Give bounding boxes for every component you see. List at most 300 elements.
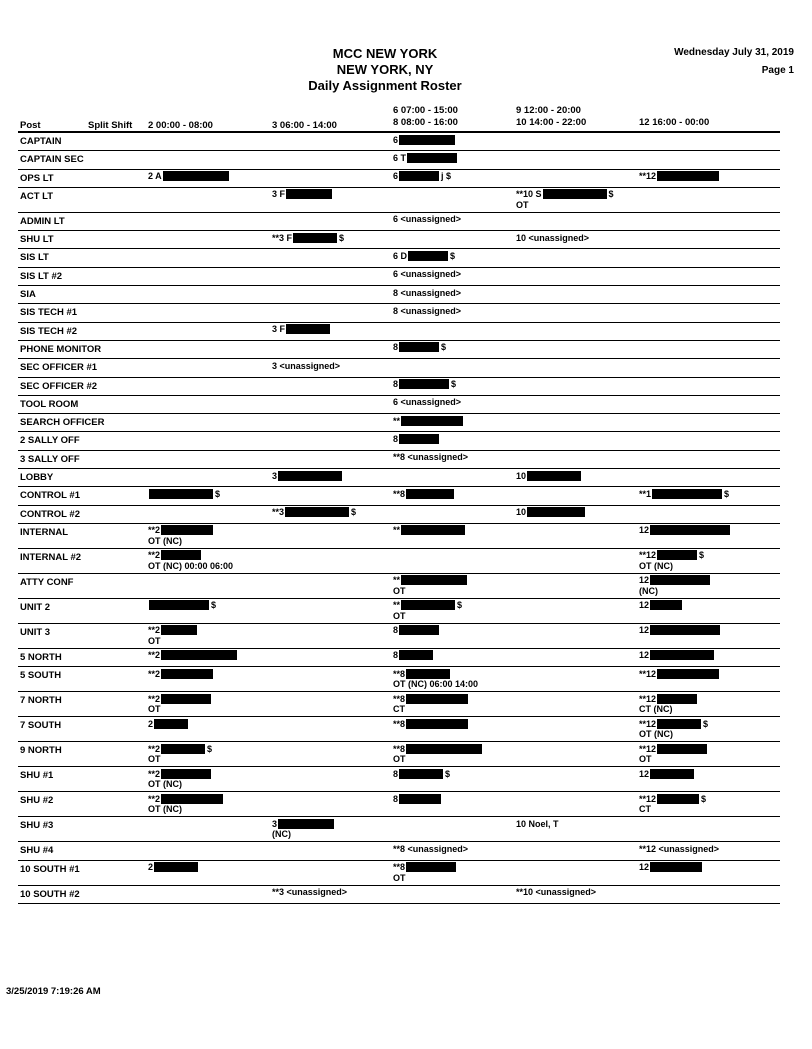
assignment-suffix: $ — [724, 488, 730, 499]
roster-row — [18, 506, 780, 524]
shift-assignment — [393, 415, 463, 426]
shift-assignment — [393, 452, 468, 463]
post-name: OPS LT — [20, 172, 54, 184]
assignment-suffix: $ — [445, 768, 451, 779]
assignment-note: OT (NC) — [639, 729, 673, 740]
shift-assignment — [393, 305, 461, 316]
post-name: SHU #3 — [20, 820, 54, 832]
assignment-suffix: j $ — [441, 171, 452, 182]
assignment-text: **12 — [639, 668, 657, 679]
assignment-text: **2 — [148, 625, 161, 636]
assignment-text: **2 — [148, 525, 161, 536]
redaction-bar — [154, 719, 188, 729]
roster-row — [18, 469, 780, 487]
post-name: SHU #1 — [20, 770, 54, 782]
post-name: 7 SOUTH — [20, 720, 62, 732]
redaction-bar — [408, 251, 448, 261]
assignment-text: 12 — [639, 625, 650, 636]
shift-assignment — [639, 650, 714, 661]
redaction-bar — [657, 669, 719, 679]
assignment-text: 8 — [393, 650, 399, 661]
assignment-suffix: $ — [699, 550, 705, 561]
shift-assignment — [393, 134, 455, 145]
assignment-text: 2 — [148, 862, 154, 873]
assignment-text: 10 — [516, 507, 527, 518]
redaction-bar — [399, 434, 439, 444]
roster-row — [18, 692, 780, 717]
shift-assignment — [393, 793, 441, 804]
assignment-text: 6 T — [393, 152, 407, 163]
roster-row — [18, 487, 780, 505]
redaction-bar — [401, 600, 455, 610]
shift-assignment — [148, 550, 233, 571]
assignment-text: 8 — [393, 379, 399, 390]
assignment-text: 12 — [639, 575, 650, 586]
assignment-note: OT — [393, 754, 406, 765]
assignment-suffix: $ — [451, 379, 457, 390]
post-name: ADMIN LT — [20, 215, 65, 227]
shift-assignment — [639, 793, 706, 814]
post-name: UNIT 3 — [20, 626, 51, 638]
print-timestamp: 3/25/2019 7:19:26 AM — [6, 986, 101, 997]
assignment-suffix: $ — [703, 718, 709, 729]
post-name: ACT LT — [20, 190, 54, 202]
assignment-text: 8 — [393, 342, 399, 353]
post-name: INTERNAL #2 — [20, 551, 82, 563]
redaction-bar — [401, 525, 465, 535]
assignment-text: 3 <unassigned> — [272, 360, 341, 371]
assignment-suffix: $ — [207, 743, 213, 754]
facility-name: MCC NEW YORK — [332, 46, 438, 61]
assignment-note: OT — [393, 585, 406, 596]
facility-city: NEW YORK, NY — [336, 62, 434, 77]
shift-assignment — [639, 693, 697, 714]
redaction-bar — [286, 324, 330, 334]
shift-assignment — [393, 743, 482, 764]
assignment-text: 8 — [393, 793, 399, 804]
shift-assignment — [393, 269, 461, 280]
roster-row — [18, 323, 780, 341]
assignment-suffix: $ — [450, 250, 456, 261]
redaction-bar — [543, 189, 607, 199]
shift-assignment — [639, 525, 730, 536]
redaction-bar — [650, 862, 702, 872]
shift-assignment — [639, 575, 710, 596]
roster-row — [18, 286, 780, 304]
assignment-text: **2 — [148, 793, 161, 804]
shift-assignment — [639, 768, 694, 779]
shift-assignment — [393, 650, 433, 661]
redaction-bar — [527, 507, 585, 517]
shift-assignment — [272, 470, 342, 481]
post-name: SEC OFFICER #1 — [20, 362, 98, 374]
report-header — [260, 46, 510, 94]
assignment-text: 12 — [639, 600, 650, 611]
roster-row — [18, 341, 780, 359]
redaction-bar — [163, 171, 229, 181]
assignment-text: 12 — [639, 768, 650, 779]
redaction-bar — [650, 625, 720, 635]
post-name: 9 NORTH — [20, 745, 62, 757]
assignment-suffix: $ — [215, 488, 221, 499]
assignment-text: **12 — [639, 743, 657, 754]
redaction-bar — [406, 719, 468, 729]
column-header-shift-9: 9 12:00 - 20:00 — [516, 105, 581, 116]
roster-row — [18, 524, 780, 549]
assignment-text: **12 — [639, 171, 657, 182]
assignment-text: **8 — [393, 693, 406, 704]
roster-row — [18, 792, 780, 817]
post-name: TOOL ROOM — [20, 398, 79, 410]
page-number: Page 1 — [761, 65, 794, 76]
column-header-shift-10: 10 14:00 - 22:00 — [516, 117, 587, 128]
assignment-text: **2 — [148, 550, 161, 561]
redaction-bar — [657, 171, 719, 181]
assignment-text: **2 — [148, 650, 161, 661]
redaction-bar — [401, 416, 463, 426]
post-name: SEARCH OFFICER — [20, 417, 105, 429]
assignment-note: CT (NC) — [639, 704, 673, 715]
shift-assignment — [393, 862, 456, 883]
shift-assignment — [639, 843, 719, 854]
redaction-bar — [154, 862, 198, 872]
roster-row — [18, 304, 780, 322]
assignment-text: **2 — [148, 668, 161, 679]
redaction-bar — [285, 507, 349, 517]
shift-assignment — [148, 625, 197, 646]
post-name: 5 NORTH — [20, 651, 62, 663]
assignment-suffix: $ — [701, 793, 707, 804]
column-header-shift-2: 2 00:00 - 08:00 — [148, 120, 213, 131]
shift-assignment — [148, 693, 211, 714]
redaction-bar — [149, 600, 209, 610]
post-name: UNIT 2 — [20, 601, 51, 613]
post-name: CONTROL #1 — [20, 490, 81, 502]
post-name: 10 SOUTH #2 — [20, 888, 80, 900]
shift-assignment — [148, 650, 237, 661]
shift-assignment — [516, 470, 581, 481]
roster-row — [18, 886, 780, 904]
shift-assignment — [639, 743, 707, 764]
assignment-suffix: $ — [351, 507, 357, 518]
shift-assignment — [639, 488, 729, 499]
assignment-text: **10 S — [516, 189, 542, 200]
shift-assignment — [148, 171, 229, 182]
redaction-bar — [399, 379, 449, 389]
assignment-text: **1 — [639, 488, 652, 499]
assignment-text: **8 <unassigned> — [393, 843, 469, 854]
roster-row — [18, 549, 780, 574]
assignment-text: 10 Noel, T — [516, 818, 559, 829]
redaction-bar — [149, 489, 213, 499]
assignment-text: ** — [393, 600, 401, 611]
shift-assignment — [272, 189, 332, 200]
assignment-note: (NC) — [639, 585, 658, 596]
assignment-text: 8 <unassigned> — [393, 305, 462, 316]
redaction-bar — [161, 769, 211, 779]
assignment-note: OT (NC) 06:00 14:00 — [393, 679, 479, 690]
redaction-bar — [278, 819, 334, 829]
redaction-bar — [399, 794, 441, 804]
roster-row — [18, 451, 780, 469]
assignment-text: 8 — [393, 768, 399, 779]
shift-assignment — [393, 250, 455, 261]
assignment-text: **12 — [639, 550, 657, 561]
shift-assignment — [393, 625, 439, 636]
roster-row — [18, 624, 780, 649]
assignment-text: **3 F — [272, 232, 293, 243]
assignment-text: 3 — [272, 470, 278, 481]
shift-assignment — [272, 324, 330, 335]
assignment-text: 3 F — [272, 189, 286, 200]
assignment-note: OT (NC) — [148, 535, 182, 546]
assignment-text: **8 — [393, 718, 406, 729]
shift-assignment — [148, 488, 220, 499]
assignment-text: 12 — [639, 650, 650, 661]
assignment-text: 3 F — [272, 324, 286, 335]
redaction-bar — [406, 489, 454, 499]
assignment-note: OT — [148, 754, 161, 765]
shift-assignment — [148, 600, 216, 611]
roster-row — [18, 414, 780, 432]
assignment-text: 6 — [393, 171, 399, 182]
shift-assignment — [393, 214, 461, 225]
assignment-suffix: $ — [441, 342, 447, 353]
roster-row — [18, 742, 780, 767]
roster-row — [18, 432, 780, 450]
roster-row — [18, 649, 780, 667]
assignment-suffix: $ — [457, 600, 463, 611]
column-header-post: Post — [20, 120, 41, 131]
redaction-bar — [161, 694, 211, 704]
roster-row — [18, 249, 780, 267]
shift-assignment — [639, 171, 719, 182]
redaction-bar — [399, 769, 443, 779]
redaction-bar — [652, 489, 722, 499]
redaction-bar — [657, 694, 697, 704]
shift-assignment — [393, 575, 467, 596]
roster-row — [18, 213, 780, 231]
post-name: 5 SOUTH — [20, 670, 62, 682]
post-name: SHU #4 — [20, 845, 54, 857]
shift-assignment — [516, 507, 585, 518]
assignment-text: 6 <unassigned> — [393, 214, 462, 225]
shift-assignment — [393, 525, 465, 536]
assignment-roster-table — [18, 131, 780, 904]
assignment-text: 6 D — [393, 250, 408, 261]
shift-assignment — [393, 397, 461, 408]
shift-assignment — [393, 600, 462, 621]
assignment-text: 10 <unassigned> — [516, 232, 590, 243]
redaction-bar — [161, 669, 213, 679]
assignment-note: CT — [639, 804, 651, 815]
assignment-text: ** — [393, 525, 401, 536]
post-name: ATTY CONF — [20, 576, 74, 588]
assignment-text: **2 — [148, 768, 161, 779]
redaction-bar — [657, 719, 701, 729]
assignment-text: 6 <unassigned> — [393, 269, 462, 280]
shift-assignment — [639, 718, 708, 739]
redaction-bar — [650, 650, 714, 660]
column-header-shift-8: 8 08:00 - 16:00 — [393, 117, 458, 128]
roster-row — [18, 378, 780, 396]
assignment-text: 12 — [639, 525, 650, 536]
assignment-text: **8 <unassigned> — [393, 452, 469, 463]
redaction-bar — [527, 471, 581, 481]
post-name: SIS TECH #1 — [20, 307, 78, 319]
redaction-bar — [650, 769, 694, 779]
redaction-bar — [161, 744, 205, 754]
shift-assignment — [148, 668, 213, 679]
roster-row — [18, 268, 780, 286]
post-name: 3 SALLY OFF — [20, 453, 80, 465]
report-date: Wednesday July 31, 2019 — [674, 47, 794, 58]
post-name: CAPTAIN — [20, 136, 62, 147]
post-name: SHU LT — [20, 234, 54, 246]
shift-assignment — [393, 152, 457, 163]
assignment-note: (NC) — [272, 829, 291, 840]
report-title: Daily Assignment Roster — [308, 78, 462, 93]
post-name: INTERNAL — [20, 526, 69, 538]
roster-row — [18, 574, 780, 599]
post-name: 2 SALLY OFF — [20, 435, 80, 447]
shift-assignment — [393, 171, 451, 182]
assignment-text: ** — [393, 415, 401, 426]
roster-row — [18, 842, 780, 860]
assignment-suffix: $ — [211, 600, 217, 611]
redaction-bar — [657, 550, 697, 560]
roster-row — [18, 231, 780, 249]
assignment-text: 2 A — [148, 171, 162, 182]
assignment-text: 12 — [639, 862, 650, 873]
shift-assignment — [393, 342, 446, 353]
assignment-note: OT (NC) — [639, 560, 673, 571]
shift-assignment — [639, 862, 702, 873]
roster-row — [18, 170, 780, 188]
redaction-bar — [406, 669, 450, 679]
roster-row — [18, 188, 780, 213]
assignment-text: **8 — [393, 862, 406, 873]
shift-assignment — [148, 862, 198, 873]
redaction-bar — [399, 625, 439, 635]
assignment-note: OT — [516, 199, 529, 210]
assignment-note: CT — [393, 704, 405, 715]
redaction-bar — [650, 575, 710, 585]
shift-assignment — [148, 743, 212, 764]
post-name: 7 NORTH — [20, 695, 62, 707]
assignment-text: 2 — [148, 718, 154, 729]
roster-row — [18, 133, 780, 151]
column-header-shift-6: 6 07:00 - 15:00 — [393, 105, 458, 116]
roster-row — [18, 667, 780, 692]
assignment-note: OT — [393, 610, 406, 621]
shift-assignment — [516, 189, 614, 210]
assignment-text: **10 <unassigned> — [516, 887, 597, 898]
assignment-text: 8 — [393, 625, 399, 636]
redaction-bar — [406, 744, 482, 754]
assignment-text: 8 <unassigned> — [393, 287, 462, 298]
roster-row — [18, 767, 780, 792]
shift-assignment — [393, 718, 468, 729]
roster-row — [18, 151, 780, 169]
redaction-bar — [399, 342, 439, 352]
assignment-text: **12 — [639, 693, 657, 704]
assignment-note: OT — [148, 635, 161, 646]
assignment-text: **8 — [393, 668, 406, 679]
post-name: SIA — [20, 289, 36, 301]
assignment-text: **12 <unassigned> — [639, 843, 720, 854]
shift-assignment — [272, 887, 347, 898]
post-name: SHU #2 — [20, 795, 54, 807]
redaction-bar — [406, 862, 456, 872]
redaction-bar — [161, 650, 237, 660]
roster-row — [18, 861, 780, 886]
redaction-bar — [657, 744, 707, 754]
redaction-bar — [401, 575, 467, 585]
assignment-note: OT — [148, 704, 161, 715]
shift-assignment — [516, 232, 589, 243]
assignment-text: **3 <unassigned> — [272, 887, 348, 898]
roster-row — [18, 396, 780, 414]
assignment-text: **3 — [272, 507, 285, 518]
redaction-bar — [293, 233, 337, 243]
column-header-shift-3: 3 06:00 - 14:00 — [272, 120, 337, 131]
column-header-shift-12: 12 16:00 - 00:00 — [639, 117, 710, 128]
assignment-suffix: $ — [608, 189, 614, 200]
roster-row — [18, 717, 780, 742]
redaction-bar — [286, 189, 332, 199]
redaction-bar — [407, 153, 457, 163]
assignment-text: **8 — [393, 743, 406, 754]
assignment-text: 8 — [393, 433, 399, 444]
assignment-text: **12 — [639, 793, 657, 804]
shift-assignment — [272, 232, 344, 243]
post-name: SEC OFFICER #2 — [20, 380, 98, 392]
redaction-bar — [399, 135, 455, 145]
shift-assignment — [639, 625, 720, 636]
assignment-note: OT (NC) 00:00 06:00 — [148, 560, 234, 571]
redaction-bar — [399, 171, 439, 181]
shift-assignment — [393, 843, 468, 854]
roster-row — [18, 817, 780, 842]
assignment-suffix: $ — [339, 232, 345, 243]
shift-assignment — [148, 525, 213, 546]
redaction-bar — [399, 650, 433, 660]
post-name: PHONE MONITOR — [20, 343, 102, 355]
assignment-text: 6 — [393, 134, 399, 145]
shift-assignment — [516, 887, 596, 898]
shift-assignment — [393, 668, 478, 689]
shift-assignment — [516, 818, 559, 829]
assignment-text: 6 <unassigned> — [393, 397, 462, 408]
assignment-note: OT — [639, 754, 652, 765]
assignment-text: 3 — [272, 818, 278, 829]
redaction-bar — [161, 625, 197, 635]
post-name: SIS LT #2 — [20, 270, 63, 282]
assignment-text: **12 — [639, 718, 657, 729]
shift-assignment — [393, 433, 439, 444]
redaction-bar — [161, 550, 201, 560]
assignment-text: 10 — [516, 470, 527, 481]
shift-assignment — [148, 718, 188, 729]
shift-assignment — [393, 287, 461, 298]
shift-assignment — [393, 379, 456, 390]
shift-assignment — [639, 600, 682, 611]
redaction-bar — [161, 794, 223, 804]
roster-row — [18, 359, 780, 377]
post-name: SIS LT — [20, 252, 49, 264]
redaction-bar — [657, 794, 699, 804]
